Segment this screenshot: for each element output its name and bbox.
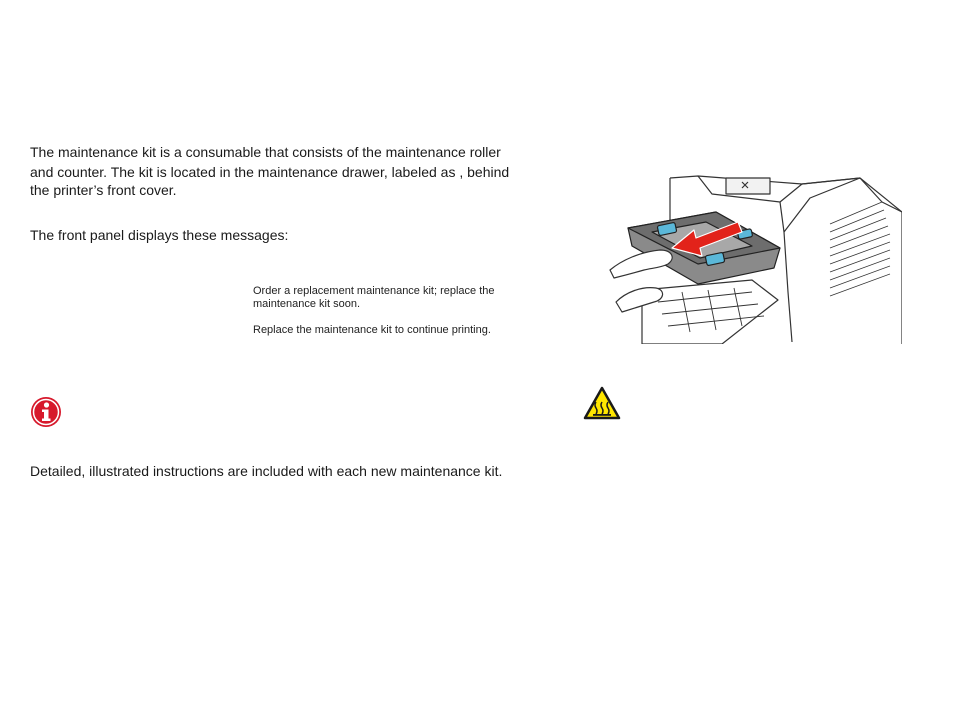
message-1-line-1: Order a replacement maintenance kit; replace the — [253, 285, 495, 297]
intro-line-3: the printer’s front cover. — [30, 182, 177, 198]
message-2-line-1: Replace the maintenance kit to continue printing. — [253, 324, 491, 336]
info-icon — [30, 396, 62, 428]
instructions-text: Detailed, illustrated instructions are included with each new maintenance kit. — [30, 463, 503, 479]
printer-maintenance-drawer-illustration — [602, 172, 902, 344]
message-1-line-2: maintenance kit soon. — [253, 298, 361, 310]
intro-line-2: and counter. The kit is located in the maintenance drawer, labeled as , behind — [30, 164, 510, 180]
panel-intro: The front panel displays these messages: — [30, 227, 289, 243]
intro-line-1: The maintenance kit is a consumable that consists of the maintenance roller — [30, 144, 501, 160]
hot-surface-warning-icon — [583, 386, 621, 420]
